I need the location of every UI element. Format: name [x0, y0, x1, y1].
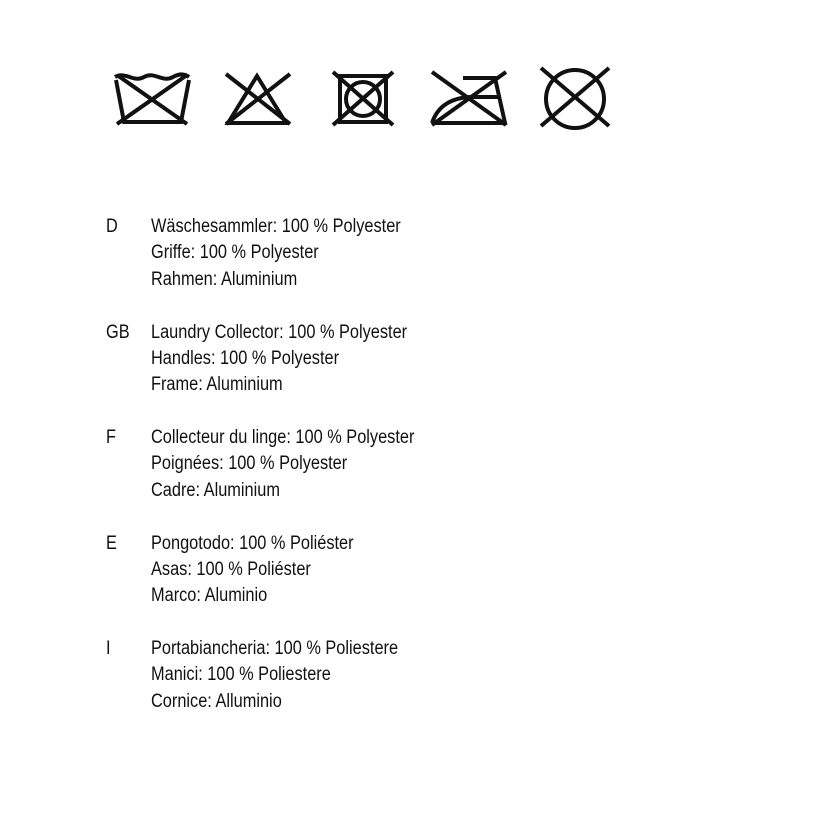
material-line: Marco: Aluminio	[151, 585, 268, 607]
section-german	[0, 214, 830, 320]
material-lines	[151, 531, 387, 610]
material-line: Griffe: 100 % Polyester	[151, 242, 319, 264]
language-code: E	[106, 532, 117, 554]
section-spanish	[0, 531, 830, 637]
material-line: Poignées: 100 % Polyester	[151, 453, 348, 475]
material-line: Cadre: Aluminium	[151, 479, 280, 501]
section-english	[0, 320, 830, 426]
language-code: GB	[106, 321, 130, 343]
material-line: Handles: 100 % Polyester	[151, 347, 340, 369]
material-line: Frame: Aluminium	[151, 374, 283, 396]
material-line: Wäschesammler: 100 % Polyester	[151, 216, 401, 237]
material-lines	[151, 214, 441, 293]
section-french	[0, 425, 830, 531]
material-line: Laundry Collector: 100 % Polyester	[151, 321, 408, 343]
do-not-iron-icon	[432, 72, 506, 125]
material-line: Collecteur du linge: 100 % Polyester	[151, 427, 415, 448]
material-line: Cornice: Alluminio	[151, 690, 282, 712]
language-code: D	[106, 216, 118, 237]
care-symbols-row	[0, 0, 830, 150]
do-not-bleach-icon	[226, 74, 290, 124]
do-not-dry-clean-icon	[541, 68, 609, 128]
language-code: I	[106, 638, 111, 659]
do-not-tumble-dry-icon	[333, 72, 393, 125]
material-line: Asas: 100 % Poliéster	[151, 558, 311, 580]
material-line: Pongotodo: 100 % Poliéster	[151, 532, 354, 554]
material-line: Manici: 100 % Poliestere	[151, 664, 331, 686]
material-list	[0, 214, 830, 742]
material-line: Rahmen: Aluminium	[151, 268, 298, 290]
do-not-wash-icon	[115, 74, 189, 124]
material-lines	[151, 425, 457, 504]
section-italian	[0, 636, 830, 742]
material-lines	[151, 320, 449, 399]
material-line: Portabiancheria: 100 % Poliestere	[151, 638, 399, 659]
material-lines	[151, 636, 438, 715]
language-code: F	[106, 427, 116, 448]
